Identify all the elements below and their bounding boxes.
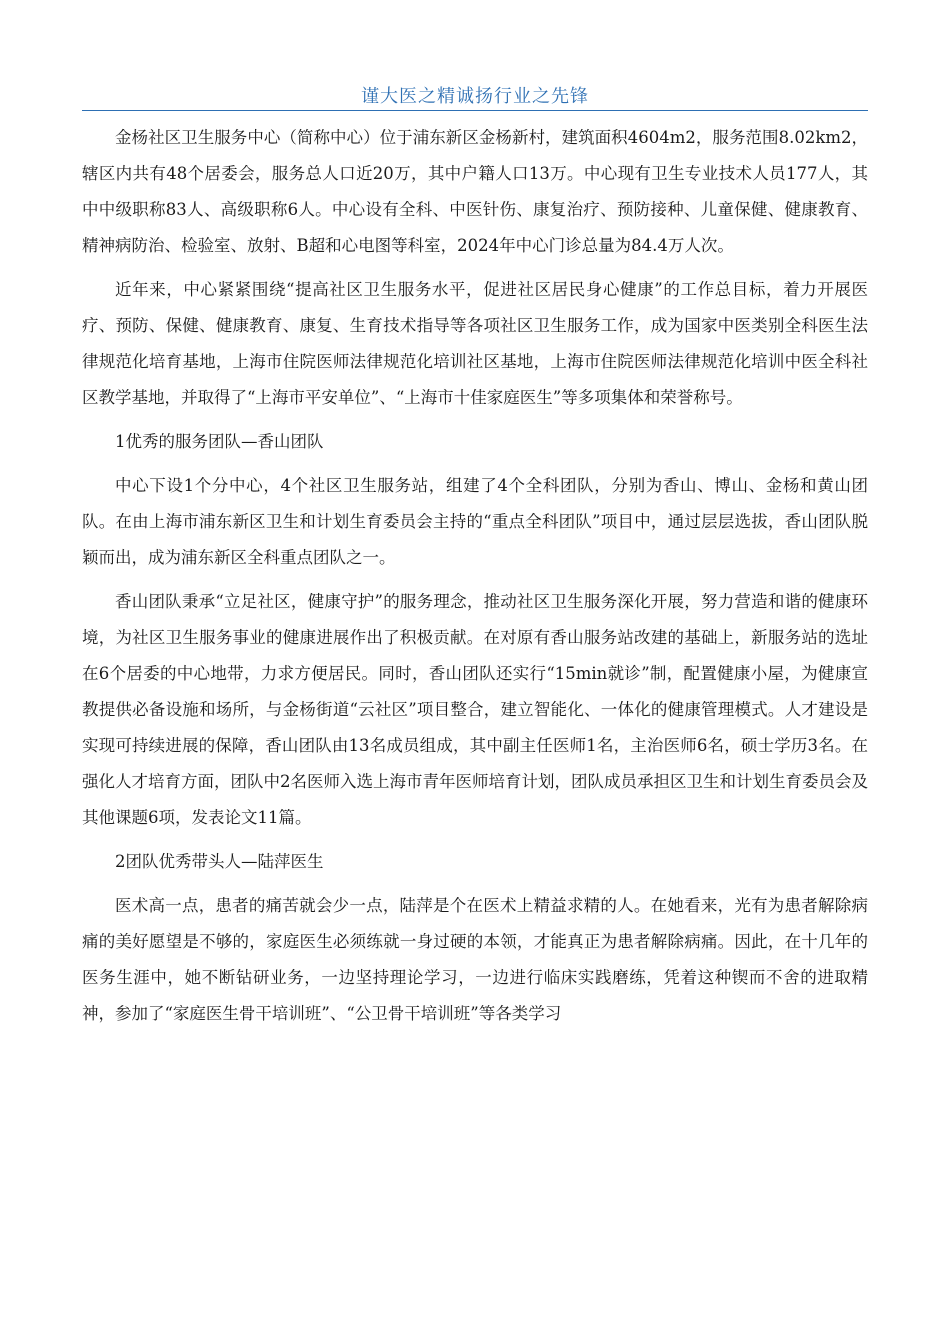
paragraph-gap xyxy=(82,576,868,584)
paragraph-team-overview: 中心下设1个分中心，4个社区卫生服务站，组建了4个全科团队，分别为香山、博山、金杨和黄山团队。在由上海市浦东新区卫生和计划生育委员会主持的“重点全科团队”项目中，通过层层选拔，香山团队脱颖而出，成为浦东新区全科重点团队之一。 xyxy=(82,476,868,567)
paragraph-intro: 金杨社区卫生服务中心（简称中心）位于浦东新区金杨新村，建筑面积4604m2，服务范围8.02km2，辖区内共有48个居委会，服务总人口近20万，其中户籍人口13万。中心现有卫生专业技术人员177人，其中中级职称83人、高级职称6人。中心设有全科、中医针伤、康复治疗、预防接种、儿童保健、健康教育、精神病防治、检验室、放射、B超和心电图等科室，2024年中心门诊总量为84.4万人次。 xyxy=(82,128,868,255)
page-title: 谨大医之精诚扬行业之先锋 xyxy=(361,86,589,107)
section-heading-leader: 2团队优秀带头人—陆萍医生 xyxy=(115,852,324,871)
page-header xyxy=(82,80,868,111)
section-heading-team: 1优秀的服务团队—香山团队 xyxy=(115,432,324,451)
paragraph-gap xyxy=(82,460,868,468)
paragraph-team-details: 香山团队秉承“立足社区，健康守护”的服务理念，推动社区卫生服务深化开展，努力营造和谐的健康环境，为社区卫生服务事业的健康进展作出了积极贡献。在对原有香山服务站改建的基础上，新服务站的选址在6个居委的中心地带，力求方便居民。同时，香山团队还实行“15min就诊”制，配置健康小屋，为健康宣教提供必备设施和场所，与金杨街道“云社区”项目整合，建立智能化、一体化的健康管理模式。人才建设是实现可持续进展的保障，香山团队由13名成员组成，其中副主任医师1名，主治医师6名，硕士学历3名。在强化人才培育方面，团队中2名医师入选上海市青年医师培育计划，团队成员承担区卫生和计划生育委员会及其他课题6项，发表论文11篇。 xyxy=(82,592,868,827)
paragraph-gap xyxy=(82,264,868,272)
paragraph-leader: 医术高一点，患者的痛苦就会少一点，陆萍是个在医术上精益求精的人。在她看来，光有为患者解除病痛的美好愿望是不够的，家庭医生必须练就一身过硬的本领，才能真正为患者解除病痛。因此，在十几年的医务生涯中，她不断钻研业务，一边坚持理论学习，一边进行临床实践磨练，凭着这种锲而不舍的进取精神，参加了“家庭医生骨干培训班”、“公卫骨干培训班”等各类学习 xyxy=(82,896,868,1023)
paragraph-achievements: 近年来，中心紧紧围绕“提高社区卫生服务水平，促进社区居民身心健康”的工作总目标，着力开展医疗、预防、保健、健康教育、康复、生育技术指导等各项社区卫生服务工作，成为国家中医类别全科医生法律规范化培育基地，上海市住院医师法律规范化培训社区基地，上海市住院医师法律规范化培训中医全科社区教学基地，并取得了“上海市平安单位”、“上海市十佳家庭医生”等多项集体和荣誉称号。 xyxy=(82,280,868,407)
document-body xyxy=(82,120,868,1032)
paragraph-gap xyxy=(82,416,868,424)
paragraph-gap xyxy=(82,836,868,844)
paragraph-gap xyxy=(82,880,868,888)
